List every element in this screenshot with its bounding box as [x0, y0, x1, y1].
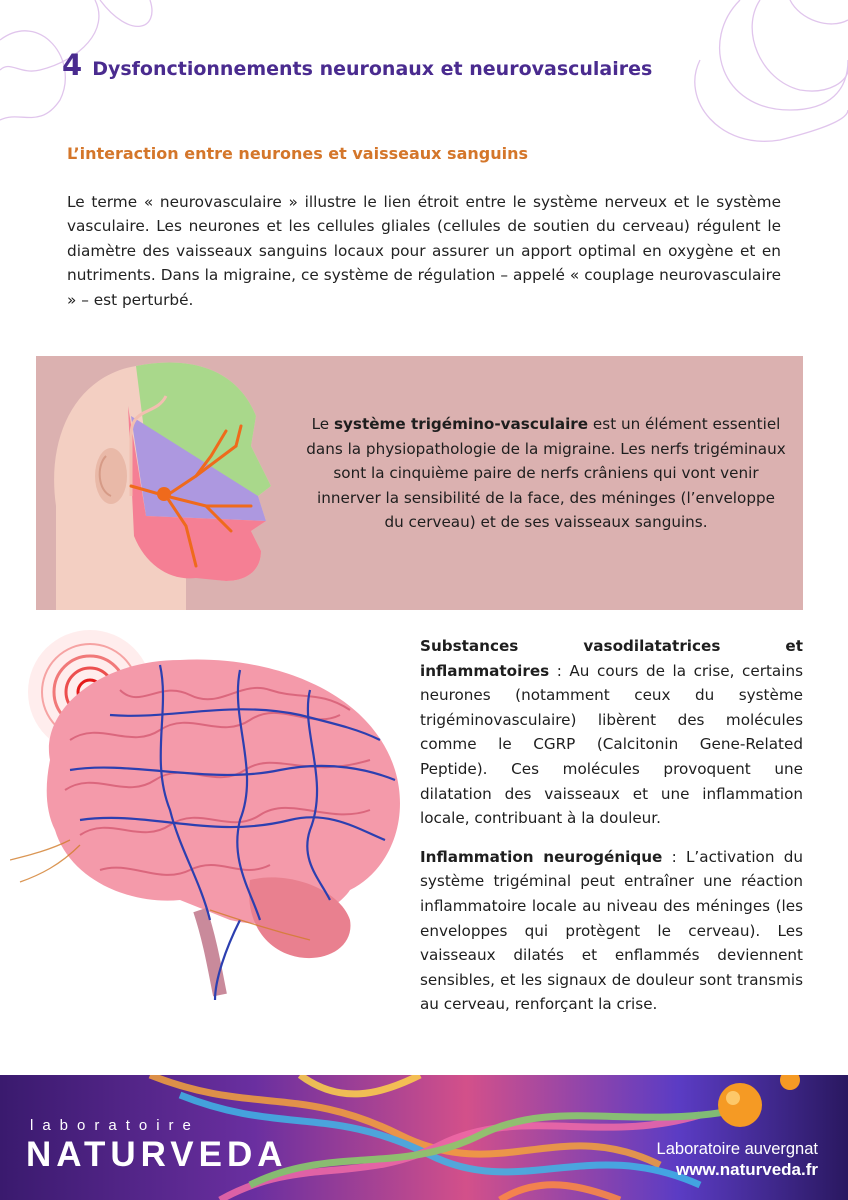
- neurogenic-paragraph: [420, 845, 803, 1017]
- neurogenic-term: Inflammation neurogénique: [420, 847, 663, 866]
- vasodilator-term: Substances vasodilatatrices et inflammatoires: [420, 637, 803, 680]
- section-heading: [62, 48, 652, 82]
- section-number: 4: [62, 48, 83, 82]
- vasodilator-text: : Au cours de la crise, certains neurones (notamment ceux du système trigéminovasculaire) libèrent des molécules comme le CGRP (Calcitonin Gene-Related Peptide). Ces molécules provoquent une dilatation des vaisseaux et une inflammation locale, contribuant à la douleur.: [420, 661, 803, 828]
- head-illustration: [36, 356, 286, 610]
- band-rest: est un élément essentiel dans la physiopathologie de la migraine. Les nerfs trigéminaux sont la cinquième paire de nerfs crâniens qui vont venir innerver la sensibilité de la face, des méninges (l’enveloppe du cerveau) et de ses vaisseaux sanguins.: [306, 415, 786, 532]
- brain-svg: [10, 620, 410, 1010]
- band-term: système trigémino-vasculaire: [333, 415, 589, 433]
- brand-logo: NATURVEDA: [26, 1135, 288, 1174]
- trigeminal-info-band: [36, 356, 803, 610]
- band-lead: Le: [311, 415, 334, 433]
- section-title: Dysfonctionnements neuronaux et neurovasculaires: [92, 58, 653, 80]
- footer-tagline: Laboratoire auvergnat: [656, 1140, 818, 1158]
- trigeminal-paragraph: [306, 412, 786, 535]
- brand-small: laboratoire: [30, 1117, 200, 1134]
- vasodilator-paragraph: [420, 634, 803, 831]
- right-column: [420, 634, 803, 1031]
- subtitle: L’interaction entre neurones et vaisseaux sanguins: [67, 144, 528, 163]
- intro-paragraph: Le terme « neurovasculaire » illustre le lien étroit entre le système nerveux et le système vasculaire. Les neurones et les cellules gliales (cellules de soutien du cerveau) régulent le diamètre des vaisseaux sanguins locaux pour assurer un apport optimal en oxygène et en nutriments. Dans la migraine, ce système de régulation – appelé « couplage neurovasculaire » – est perturbé.: [67, 193, 781, 309]
- neurogenic-text: : L’activation du système trigéminal peut entraîner une réaction inflammatoire locale au niveau des méninges (les enveloppes qui protègent le cerveau). Les vaisseaux dilatés et enflammés deviennent sensibles, et les signaux de douleur sont transmis au cerveau, renforçant la crise.: [420, 847, 804, 1014]
- website-link[interactable]: www.naturveda.fr: [675, 1160, 818, 1179]
- brain-illustration: [10, 620, 410, 1010]
